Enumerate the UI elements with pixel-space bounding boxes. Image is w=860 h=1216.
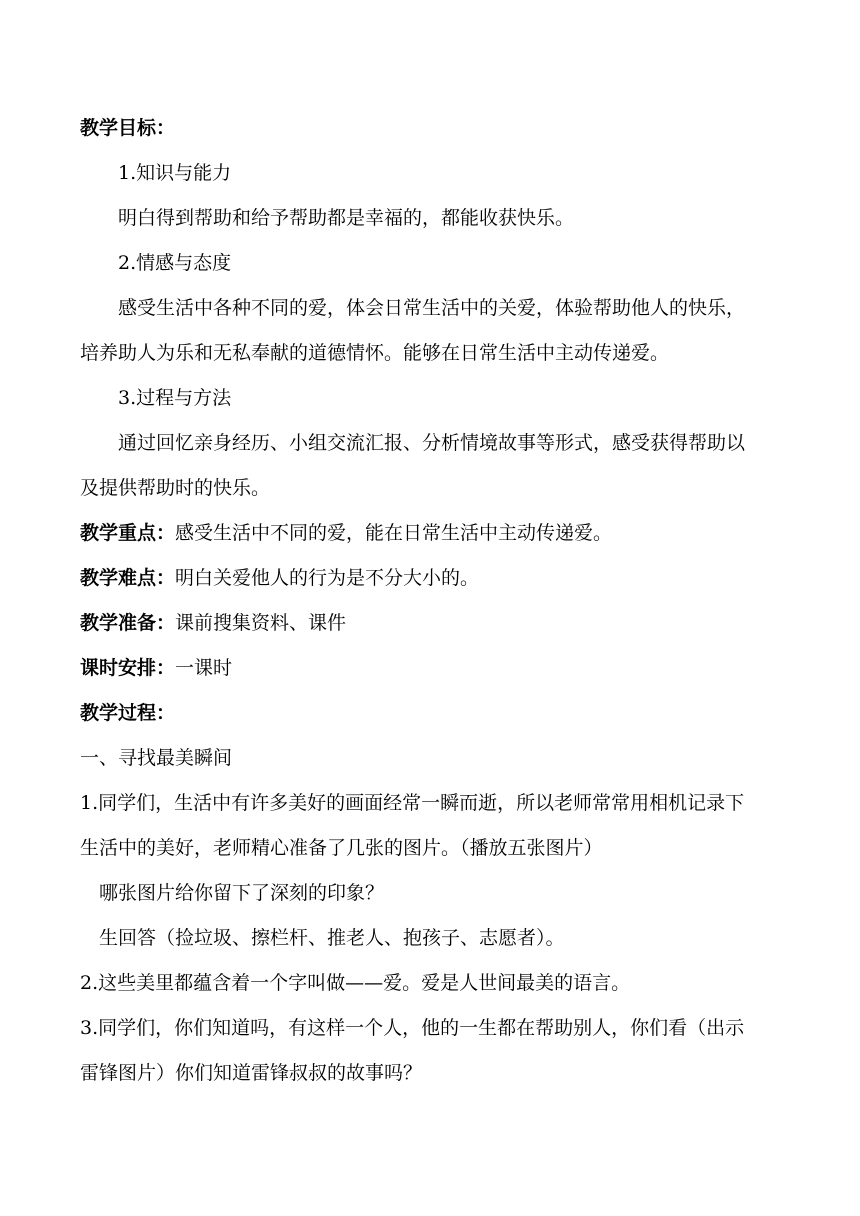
paragraph-1-line-2: 生活中的美好，老师精心准备了几张的图片。（播放五张图片） xyxy=(80,837,603,859)
goal-1-text: 明白得到帮助和给予帮助都是幸福的，都能收获快乐。 xyxy=(118,207,575,229)
goal-3-text-line-2: 及提供帮助时的快乐。 xyxy=(80,477,271,499)
field-label: 课时安排： xyxy=(80,657,176,679)
field-value: 一课时 xyxy=(175,657,233,679)
field-difficulties xyxy=(80,566,479,590)
paragraph-3-line-2: 雷锋图片）你们知道雷锋叔叔的故事吗？ xyxy=(80,1062,423,1084)
section-1-title: 一、寻找最美瞬间 xyxy=(80,747,233,769)
goal-2-text-line-1: 感受生活中各种不同的爱，体会日常生活中的关爱，体验帮助他人的快乐， xyxy=(118,297,746,319)
answer-1: 生回答（捡垃圾、擦栏杆、推老人、抱孩子、志愿者）。 xyxy=(99,927,565,949)
field-key-points xyxy=(80,521,612,545)
goal-3-title: 3.过程与方法 xyxy=(118,387,232,409)
field-value: 感受生活中不同的爱，能在日常生活中主动传递爱。 xyxy=(175,522,613,544)
question-1: 哪张图片给你留下了深刻的印象？ xyxy=(99,882,385,904)
field-preparation xyxy=(80,611,346,635)
goal-2-title: 2.情感与态度 xyxy=(118,252,232,274)
paragraph-3-line-1: 3.同学们，你们知道吗，有这样一个人，他的一生都在帮助别人，你们看（出示 xyxy=(80,1017,745,1039)
goals-heading: 教学目标： xyxy=(80,117,176,139)
field-schedule xyxy=(80,656,232,680)
goal-2-text-line-2: 培养助人为乐和无私奉献的道德情怀。能够在日常生活中主动传递爱。 xyxy=(80,342,670,364)
paragraph-1-line-1: 1.同学们，生活中有许多美好的画面经常一瞬而逝，所以老师常常用相机记录下 xyxy=(80,792,745,814)
field-label: 教学重点： xyxy=(80,522,176,544)
field-value: 课前搜集资料、课件 xyxy=(175,612,347,634)
goal-3-text-line-1: 通过回忆亲身经历、小组交流汇报、分析情境故事等形式，感受获得帮助以 xyxy=(118,432,746,454)
goal-1-title: 1.知识与能力 xyxy=(118,162,232,184)
field-label: 教学难点： xyxy=(80,567,176,589)
field-value: 明白关爱他人的行为是不分大小的。 xyxy=(175,567,480,589)
paragraph-2: 2.这些美里都蕴含着一个字叫做——爱。爱是人世间最美的语言。 xyxy=(80,972,631,994)
field-label: 教学准备： xyxy=(80,612,176,634)
process-heading: 教学过程： xyxy=(80,702,176,724)
